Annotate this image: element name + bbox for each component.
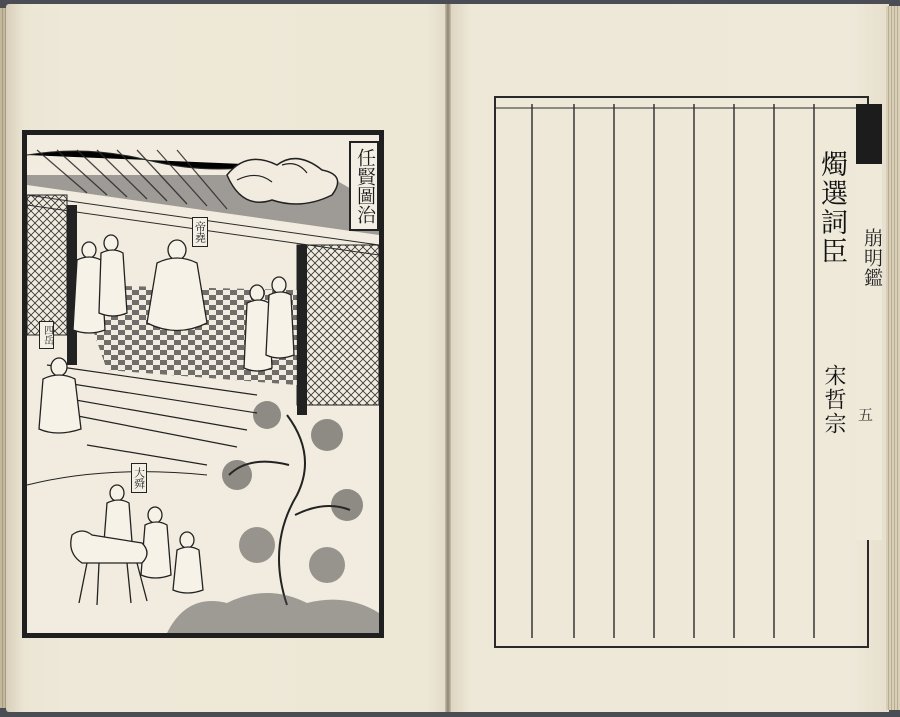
- page-margin-column: [856, 104, 882, 540]
- illustration-drawing: [27, 135, 379, 633]
- entry-heading: 燭選詞臣: [816, 150, 847, 266]
- label-da-shun: 大舜: [131, 463, 147, 493]
- illustration-title: 任賢圖治: [349, 141, 379, 231]
- page-edge-stack: [886, 6, 900, 710]
- margin-title: 崩明鑑: [861, 228, 883, 288]
- entry-author: 宋哲宗: [821, 364, 846, 436]
- label-emperor-yao: 帝堯: [192, 217, 208, 247]
- woodblock-illustration: [22, 130, 384, 638]
- label-four-peaks: 四岳: [39, 321, 54, 349]
- page-number: 五: [858, 406, 874, 424]
- book-spine: [445, 4, 451, 712]
